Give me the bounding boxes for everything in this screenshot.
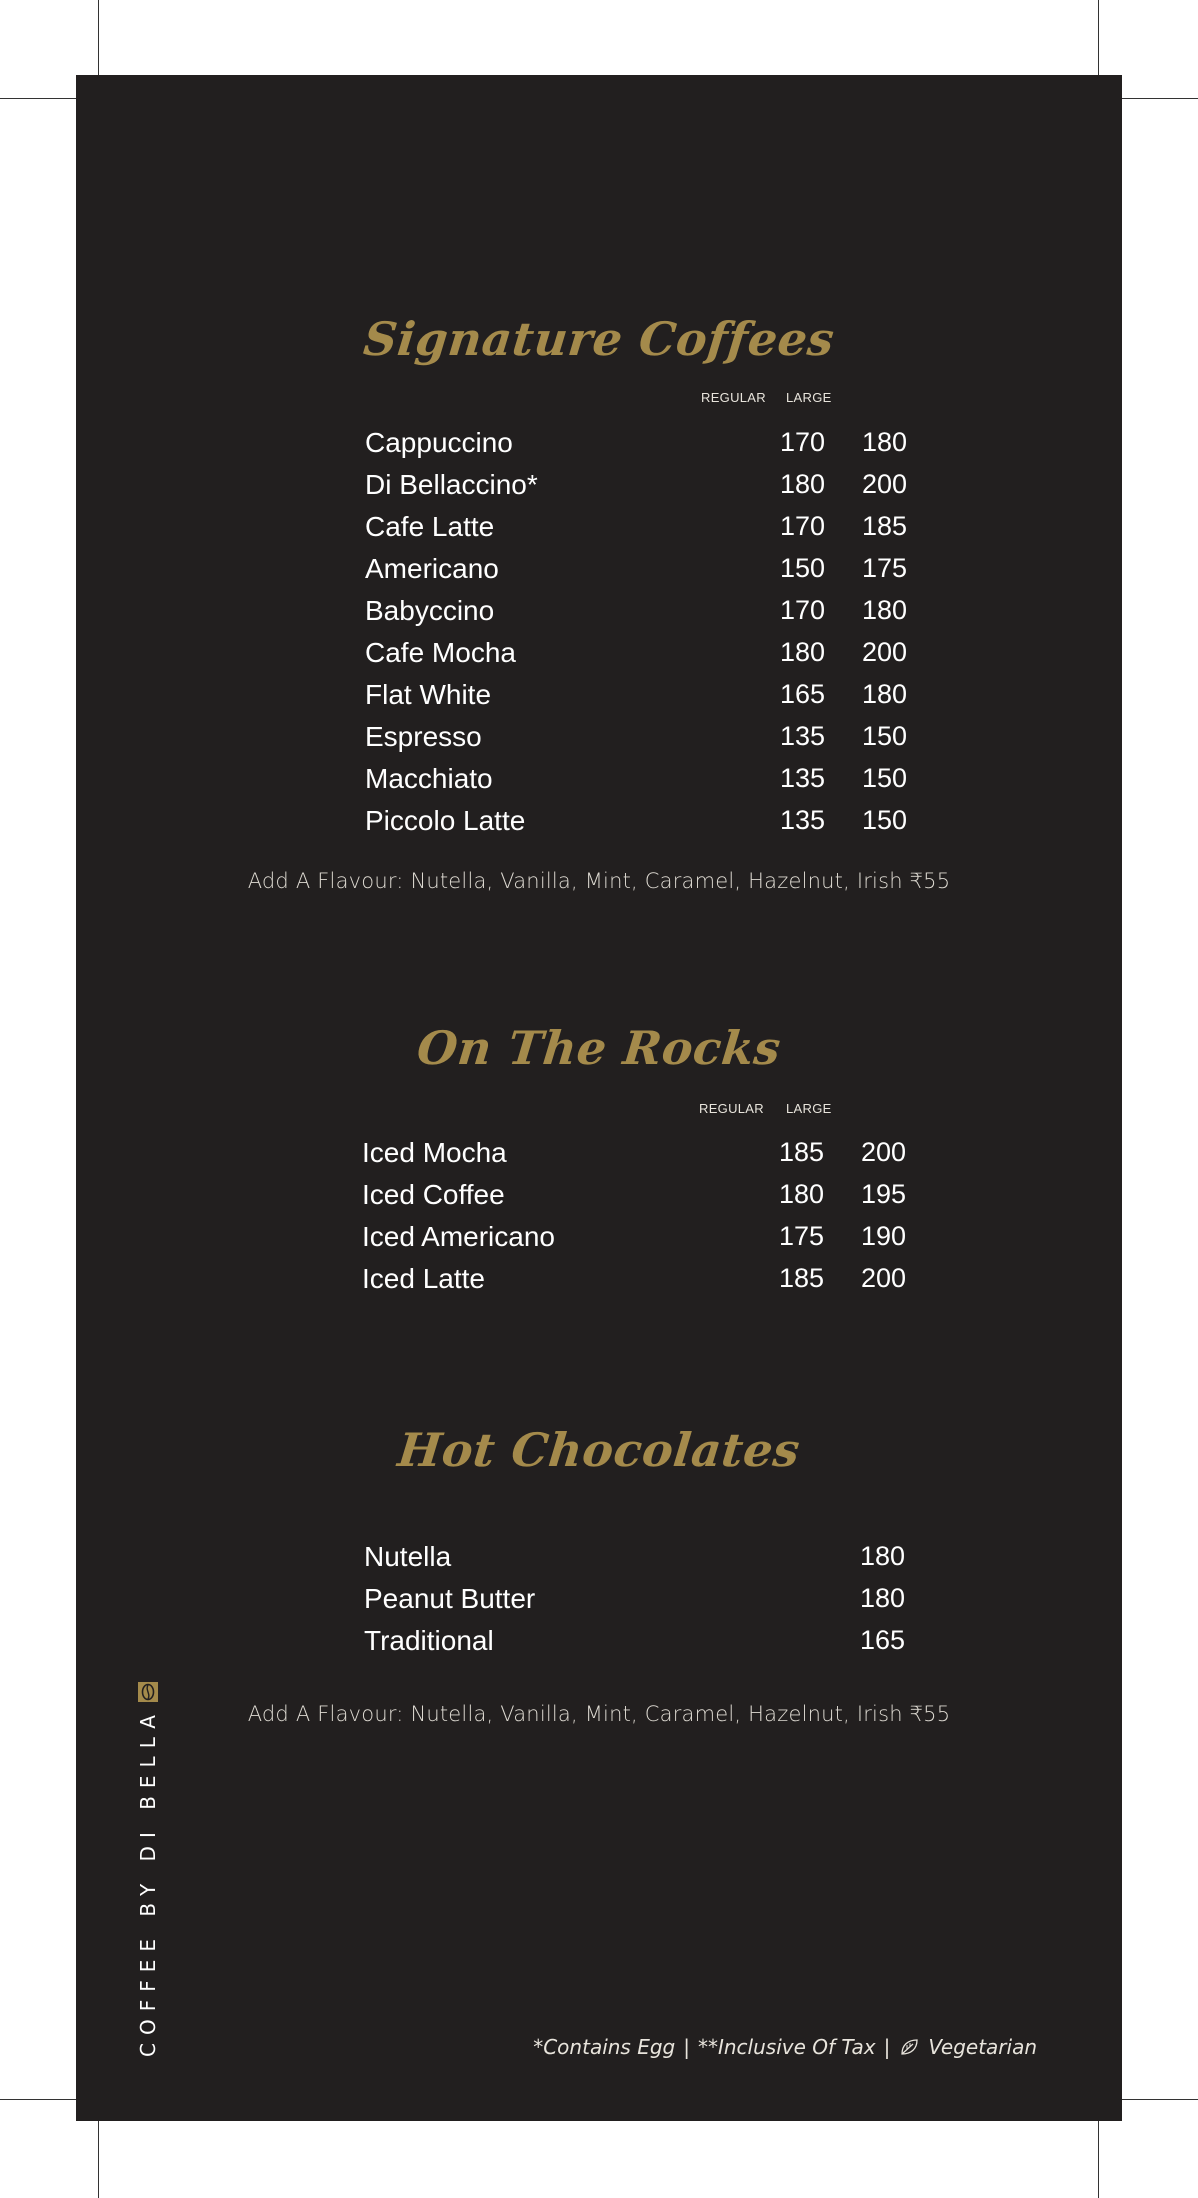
price-large: 150	[862, 721, 908, 751]
item-name: Iced Latte	[362, 1263, 485, 1294]
menu-item-babyccino	[365, 595, 908, 637]
section-title-hot-chocolates: Hot Chocolates	[395, 1423, 803, 1477]
menu-item-iced-mocha	[362, 1137, 907, 1179]
menu-item-cappuccino	[365, 427, 908, 469]
item-name: Cafe Latte	[365, 511, 495, 542]
price-large: 190	[861, 1221, 907, 1251]
menu-item-cafe-latte	[365, 511, 908, 553]
brand-name: COFFEE BY DI BELLA	[136, 1707, 160, 2057]
egg-note: *Contains Egg	[533, 2035, 676, 2059]
item-name: Traditional	[364, 1625, 494, 1656]
item-name: Nutella	[364, 1541, 452, 1572]
price: 165	[860, 1625, 906, 1655]
crop-mark	[1122, 98, 1198, 99]
menu-item-piccolo-latte	[365, 805, 908, 847]
item-name: Cafe Mocha	[365, 637, 516, 668]
menu-item-iced-americano	[362, 1221, 907, 1263]
menu-panel	[76, 75, 1122, 2121]
separator: |	[883, 2035, 891, 2059]
price-large: 180	[862, 679, 908, 709]
brand-vertical	[136, 1681, 160, 2057]
price-regular: 180	[780, 637, 826, 667]
price-regular: 185	[779, 1137, 825, 1167]
menu-item-cafe-mocha	[365, 637, 908, 679]
leaf-icon	[898, 2036, 920, 2058]
price-regular: 175	[779, 1221, 825, 1251]
item-name: Flat White	[365, 679, 492, 710]
menu-item-di-bellaccino	[365, 469, 908, 511]
price-large: 150	[862, 805, 908, 835]
price-large: 200	[862, 469, 908, 499]
item-name: Iced Mocha	[362, 1137, 507, 1168]
item-name: Di Bellaccino*	[365, 469, 538, 500]
section-title-signature-coffees: Signature Coffees	[361, 312, 837, 366]
menu-item-macchiato	[365, 763, 908, 805]
column-header-large: LARGE	[786, 1101, 832, 1116]
menu-item-flat-white	[365, 679, 908, 721]
item-name: Babyccino	[365, 595, 495, 626]
price-regular: 135	[780, 763, 826, 793]
price-regular: 170	[780, 595, 826, 625]
price-regular: 170	[780, 511, 826, 541]
separator: |	[683, 2035, 690, 2059]
item-name: Iced Coffee	[362, 1179, 505, 1210]
item-name: Cappuccino	[365, 427, 513, 458]
menu-item-peanut-butter	[364, 1583, 906, 1625]
price: 180	[860, 1541, 906, 1571]
price-large: 200	[861, 1137, 907, 1167]
price: 180	[860, 1583, 906, 1613]
menu-item-traditional	[364, 1625, 906, 1667]
menu-item-nutella	[364, 1541, 906, 1583]
menu-item-iced-latte	[362, 1263, 907, 1305]
price-regular: 180	[779, 1179, 825, 1209]
price-regular: 170	[780, 427, 826, 457]
crop-mark	[1098, 0, 1099, 75]
item-name: Americano	[365, 553, 499, 584]
column-header-large: LARGE	[786, 390, 832, 405]
column-header-regular: REGULAR	[701, 390, 766, 405]
price-large: 200	[862, 637, 908, 667]
flavour-note: Add A Flavour: Nutella, Vanilla, Mint, Caramel, Hazelnut, Irish ₹55	[247, 1702, 951, 1726]
item-name: Piccolo Latte	[365, 805, 526, 836]
menu-item-espresso	[365, 721, 908, 763]
crop-mark	[1122, 2099, 1198, 2100]
price-regular: 185	[779, 1263, 825, 1293]
coffee-bean-icon	[137, 1681, 159, 1703]
tax-note: **Inclusive Of Tax	[697, 2035, 876, 2059]
price-large: 180	[862, 427, 908, 457]
section-title-on-the-rocks: On The Rocks	[414, 1021, 784, 1075]
item-name: Espresso	[365, 721, 482, 752]
footer-note	[533, 2035, 1037, 2059]
price-large: 175	[862, 553, 908, 583]
price-regular: 150	[780, 553, 826, 583]
price-large: 195	[861, 1179, 907, 1209]
item-name: Iced Americano	[362, 1221, 555, 1252]
price-regular: 135	[780, 721, 826, 751]
price-large: 180	[862, 595, 908, 625]
crop-mark	[1098, 2121, 1099, 2198]
price-large: 185	[862, 511, 908, 541]
menu-item-americano	[365, 553, 908, 595]
price-regular: 180	[780, 469, 826, 499]
price-large: 200	[861, 1263, 907, 1293]
veg-note: Vegetarian	[928, 2035, 1037, 2059]
item-name: Macchiato	[365, 763, 493, 794]
price-large: 150	[862, 763, 908, 793]
crop-mark	[98, 0, 99, 75]
crop-mark	[0, 2099, 76, 2100]
flavour-note: Add A Flavour: Nutella, Vanilla, Mint, Caramel, Hazelnut, Irish ₹55	[247, 869, 951, 893]
crop-mark	[0, 98, 76, 99]
column-header-regular: REGULAR	[699, 1101, 764, 1116]
price-regular: 165	[780, 679, 826, 709]
crop-mark	[98, 2121, 99, 2198]
price-regular: 135	[780, 805, 826, 835]
menu-item-iced-coffee	[362, 1179, 907, 1221]
item-name: Peanut Butter	[364, 1583, 536, 1614]
